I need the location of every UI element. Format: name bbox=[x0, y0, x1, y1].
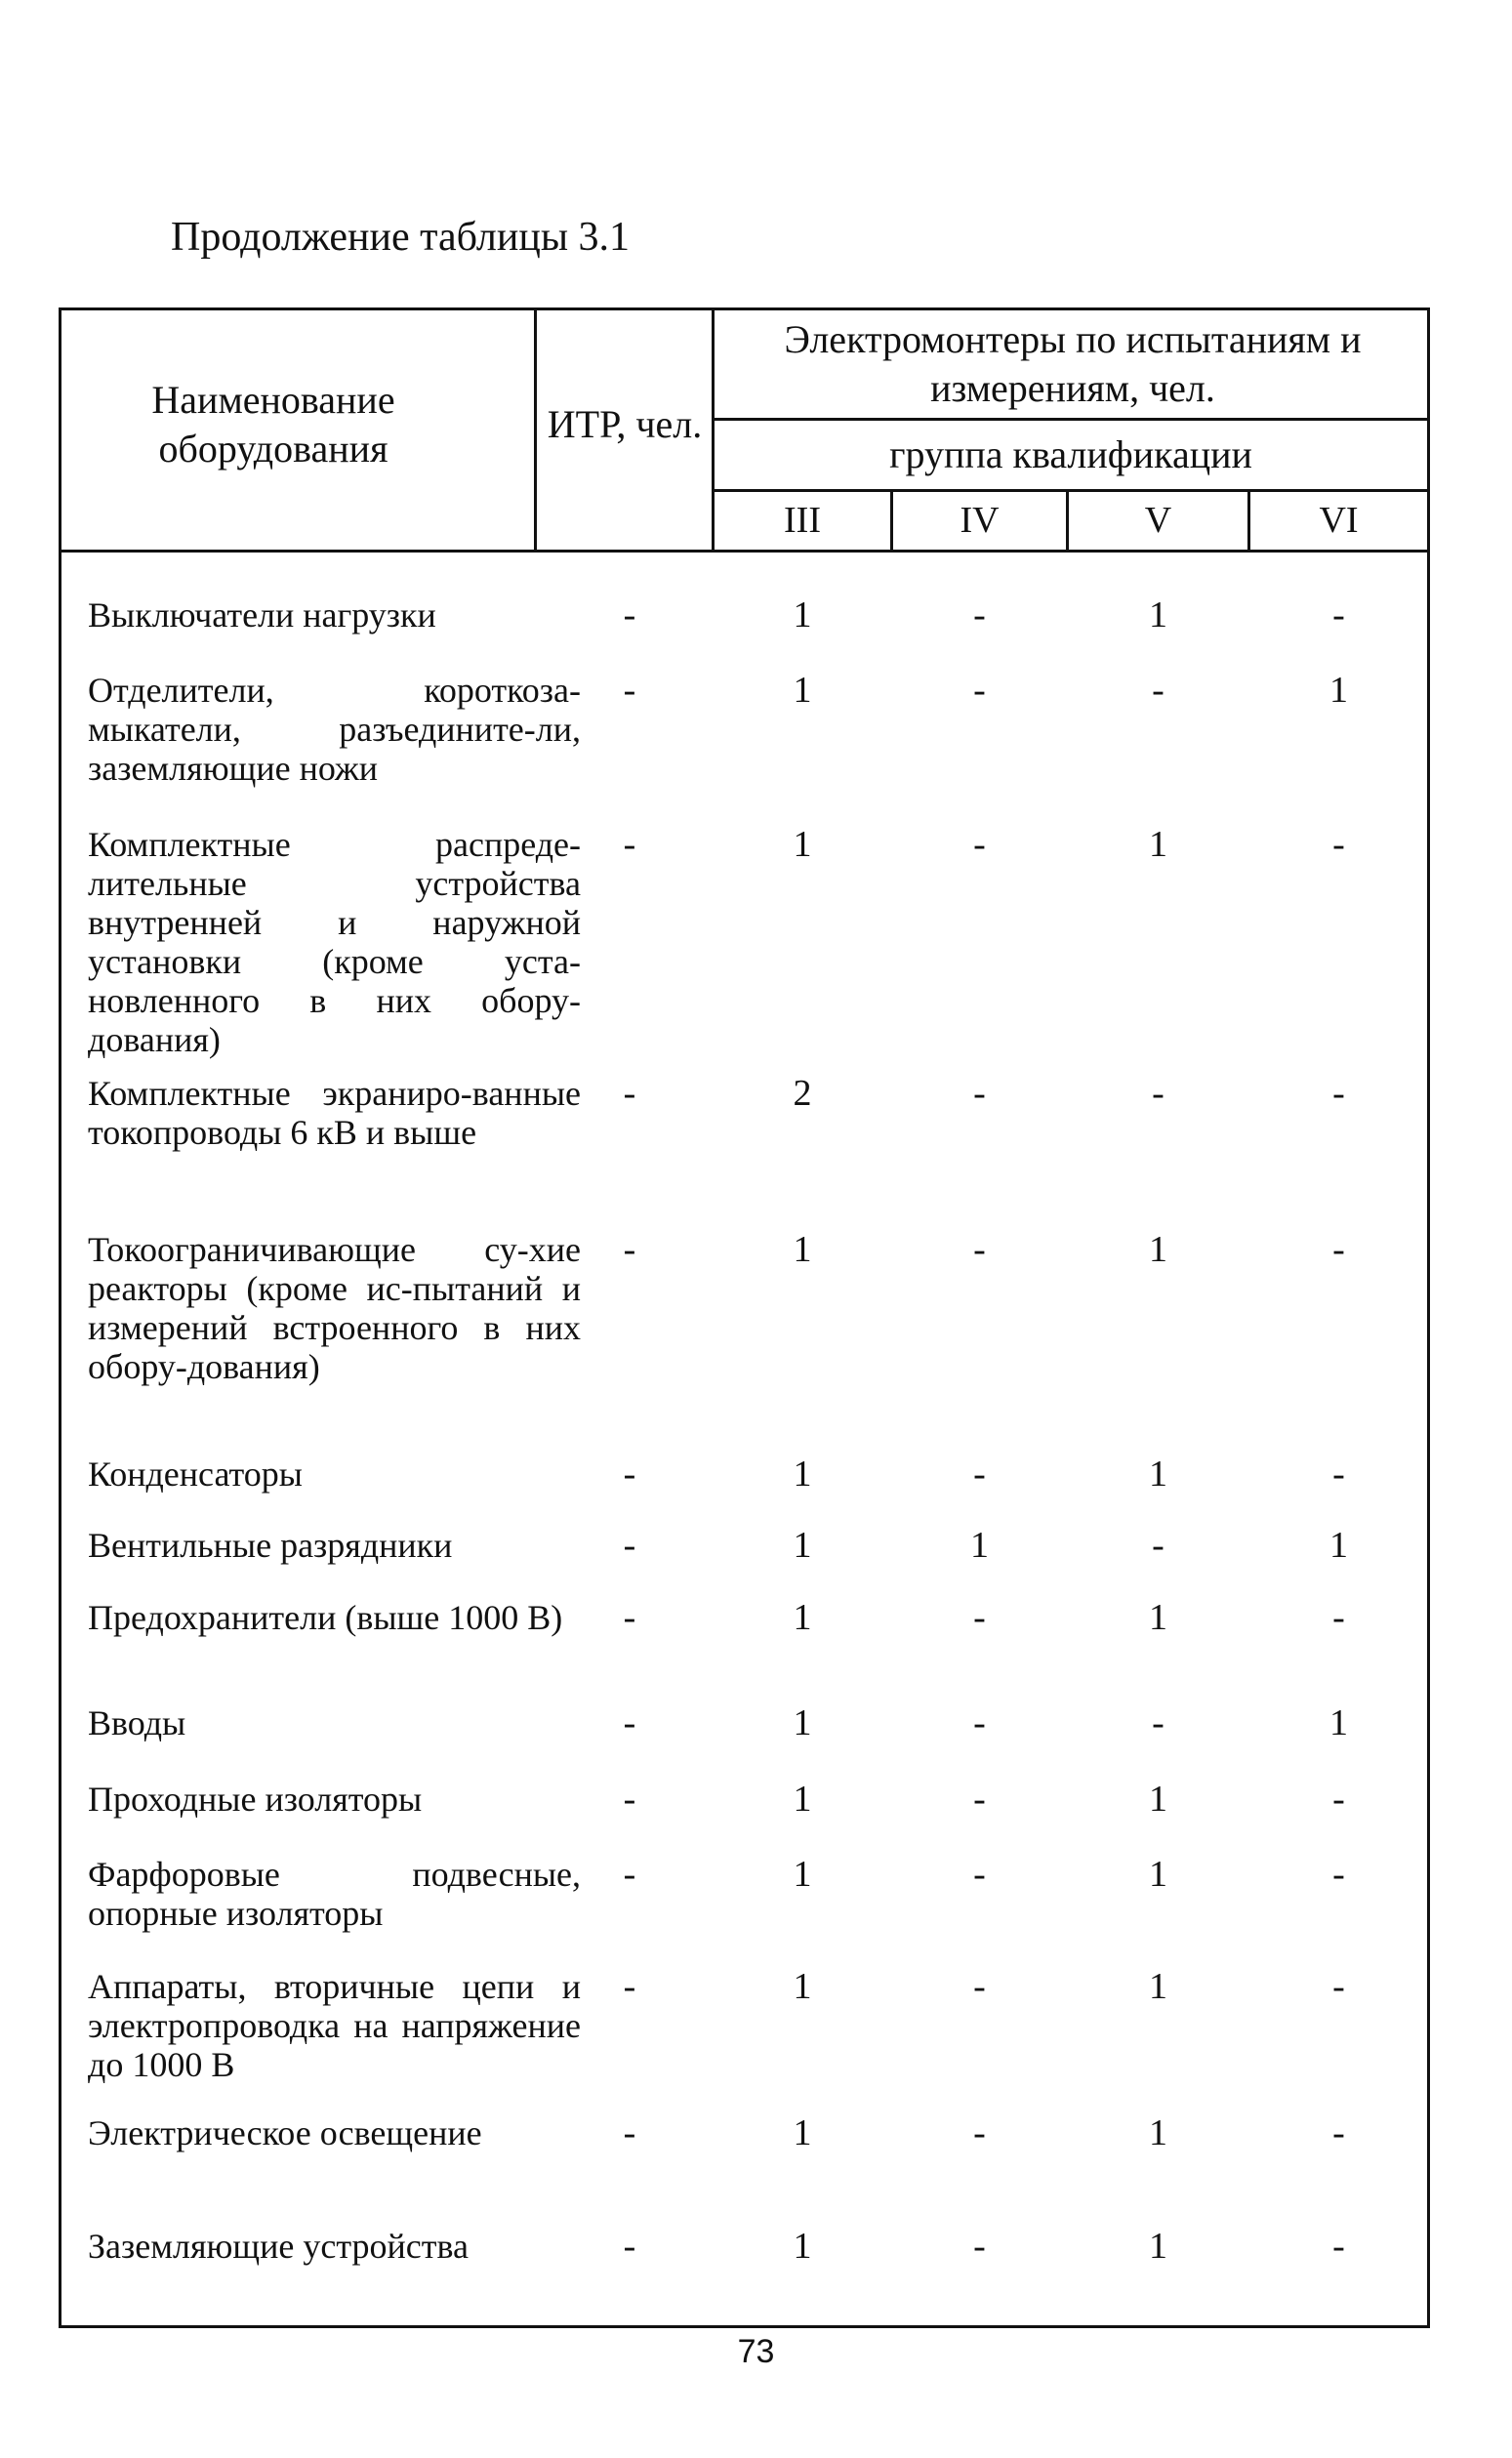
table-left-border bbox=[59, 307, 61, 2328]
equipment-name: Аппараты, вторичные цепи и электропроводка на напряжение до 1000 В bbox=[88, 1967, 581, 2084]
cell-g5: 1 bbox=[1149, 2226, 1167, 2267]
cell-g4: - bbox=[973, 1229, 986, 1270]
equipment-name: Выключатели нагрузки bbox=[88, 595, 436, 635]
equipment-name: Предохранители (выше 1000 В) bbox=[88, 1598, 563, 1637]
cell-g4: - bbox=[973, 1597, 986, 1638]
cell-g3: 1 bbox=[793, 594, 812, 635]
cell-g6: - bbox=[1332, 1597, 1345, 1638]
cell-g3: 1 bbox=[793, 670, 812, 711]
cell-g6: 1 bbox=[1329, 670, 1348, 711]
equipment-name: Электрическое освещение bbox=[88, 2113, 482, 2152]
cell-g6: - bbox=[1332, 1966, 1345, 2007]
cell-g5: 1 bbox=[1149, 824, 1167, 865]
equipment-name: Проходные изоляторы bbox=[88, 1780, 423, 1819]
cell-g3: 1 bbox=[793, 1597, 812, 1638]
cell-g5: - bbox=[1152, 670, 1165, 711]
equipment-name: Комплектные экраниро-ванные токопроводы 6 кВ и выше bbox=[88, 1074, 581, 1152]
cell-itr: - bbox=[623, 670, 636, 711]
table-caption: Продолжение таблицы 3.1 bbox=[171, 215, 631, 260]
cell-g5: 1 bbox=[1149, 1854, 1167, 1895]
cell-g6: - bbox=[1332, 1229, 1345, 1270]
cell-g3: 1 bbox=[793, 2112, 812, 2153]
cell-g4: - bbox=[973, 1854, 986, 1895]
cell-g6: - bbox=[1332, 1073, 1345, 1114]
header-name-column: Наименование оборудования bbox=[151, 378, 395, 471]
cell-g5: - bbox=[1152, 1525, 1165, 1566]
cell-itr: - bbox=[623, 1073, 636, 1114]
cell-g3: 1 bbox=[793, 1779, 812, 1820]
cell-g6: - bbox=[1332, 824, 1345, 865]
cell-g3: 1 bbox=[793, 1454, 812, 1495]
cell-g6: - bbox=[1332, 2226, 1345, 2267]
cell-itr: - bbox=[623, 1779, 636, 1820]
cell-g5: 1 bbox=[1149, 594, 1167, 635]
cell-g5: 1 bbox=[1149, 1597, 1167, 1638]
cell-g4: - bbox=[973, 1702, 986, 1743]
equipment-name: Конденсаторы bbox=[88, 1454, 303, 1494]
cell-g4: - bbox=[973, 1454, 986, 1495]
cell-itr: - bbox=[623, 2112, 636, 2153]
cell-g4: 1 bbox=[970, 1525, 989, 1566]
table-bottom-border bbox=[59, 2325, 1430, 2328]
header-divider-name bbox=[534, 307, 537, 552]
equipment-name: Заземляющие устройства bbox=[88, 2227, 470, 2266]
table-header-bottom-border bbox=[59, 550, 1430, 553]
cell-g5: 1 bbox=[1149, 1454, 1167, 1495]
cell-g6: - bbox=[1332, 1779, 1345, 1820]
equipment-name: Вентильные разрядники bbox=[88, 1526, 453, 1565]
cell-g4: - bbox=[973, 1779, 986, 1820]
header-qualification-group: группа квалификации bbox=[889, 432, 1252, 476]
cell-g6: 1 bbox=[1329, 1525, 1348, 1566]
header-electricians: Электромонтеры по испытаниям и измерениям, чел. bbox=[784, 317, 1362, 410]
cell-itr: - bbox=[623, 1702, 636, 1743]
equipment-table bbox=[59, 307, 1430, 2328]
cell-g3: 2 bbox=[793, 1073, 812, 1114]
cell-g3: 1 bbox=[793, 1525, 812, 1566]
cell-g3: 1 bbox=[793, 2226, 812, 2267]
table-top-border bbox=[59, 307, 1430, 310]
cell-g4: - bbox=[973, 594, 986, 635]
cell-g5: 1 bbox=[1149, 1229, 1167, 1270]
cell-itr: - bbox=[623, 1597, 636, 1638]
cell-itr: - bbox=[623, 1966, 636, 2007]
cell-g3: 1 bbox=[793, 1966, 812, 2007]
cell-itr: - bbox=[623, 1525, 636, 1566]
cell-g3: 1 bbox=[793, 1854, 812, 1895]
cell-itr: - bbox=[623, 594, 636, 635]
header-group-iii: III bbox=[784, 500, 821, 541]
cell-g5: - bbox=[1152, 1702, 1165, 1743]
equipment-name: Комплектные распреде-лительные устройства внутренней и наружной установки (кроме уста-новленного в них обору-дования) bbox=[88, 825, 581, 1059]
cell-g4: - bbox=[973, 1073, 986, 1114]
cell-g6: 1 bbox=[1329, 1702, 1348, 1743]
cell-itr: - bbox=[623, 1229, 636, 1270]
equipment-name: Вводы bbox=[88, 1703, 186, 1742]
cell-g4: - bbox=[973, 1966, 986, 2007]
cell-g4: - bbox=[973, 2112, 986, 2153]
cell-g5: 1 bbox=[1149, 1779, 1167, 1820]
cell-itr: - bbox=[623, 1854, 636, 1895]
cell-itr: - bbox=[623, 824, 636, 865]
cell-g3: 1 bbox=[793, 824, 812, 865]
page-number: 73 bbox=[737, 2333, 775, 2370]
cell-g3: 1 bbox=[793, 1229, 812, 1270]
cell-g6: - bbox=[1332, 594, 1345, 635]
cell-g6: - bbox=[1332, 2112, 1345, 2153]
equipment-name: Отделители, короткоза-мыкатели, разъедините-ли, заземляющие ножи bbox=[88, 671, 581, 788]
cell-g5: 1 bbox=[1149, 2112, 1167, 2153]
table-right-border bbox=[1427, 307, 1430, 2328]
cell-itr: - bbox=[623, 1454, 636, 1495]
header-group-v: V bbox=[1144, 500, 1172, 541]
cell-g6: - bbox=[1332, 1854, 1345, 1895]
equipment-name: Фарфоровые подвесные, опорные изоляторы bbox=[88, 1855, 581, 1933]
cell-g5: - bbox=[1152, 1073, 1165, 1114]
cell-g4: - bbox=[973, 2226, 986, 2267]
header-group-iv: IV bbox=[960, 500, 1000, 541]
equipment-name: Токоограничивающие су-хие реакторы (кроме ис-пытаний и измерений встроенного в них обору-дования) bbox=[88, 1230, 581, 1386]
cell-g4: - bbox=[973, 824, 986, 865]
cell-g6: - bbox=[1332, 1454, 1345, 1495]
cell-itr: - bbox=[623, 2226, 636, 2267]
cell-g5: 1 bbox=[1149, 1966, 1167, 2007]
header-group-vi: VI bbox=[1319, 500, 1359, 541]
cell-g4: - bbox=[973, 670, 986, 711]
header-itr-column: ИТР, чел. bbox=[547, 402, 703, 446]
cell-g3: 1 bbox=[793, 1702, 812, 1743]
